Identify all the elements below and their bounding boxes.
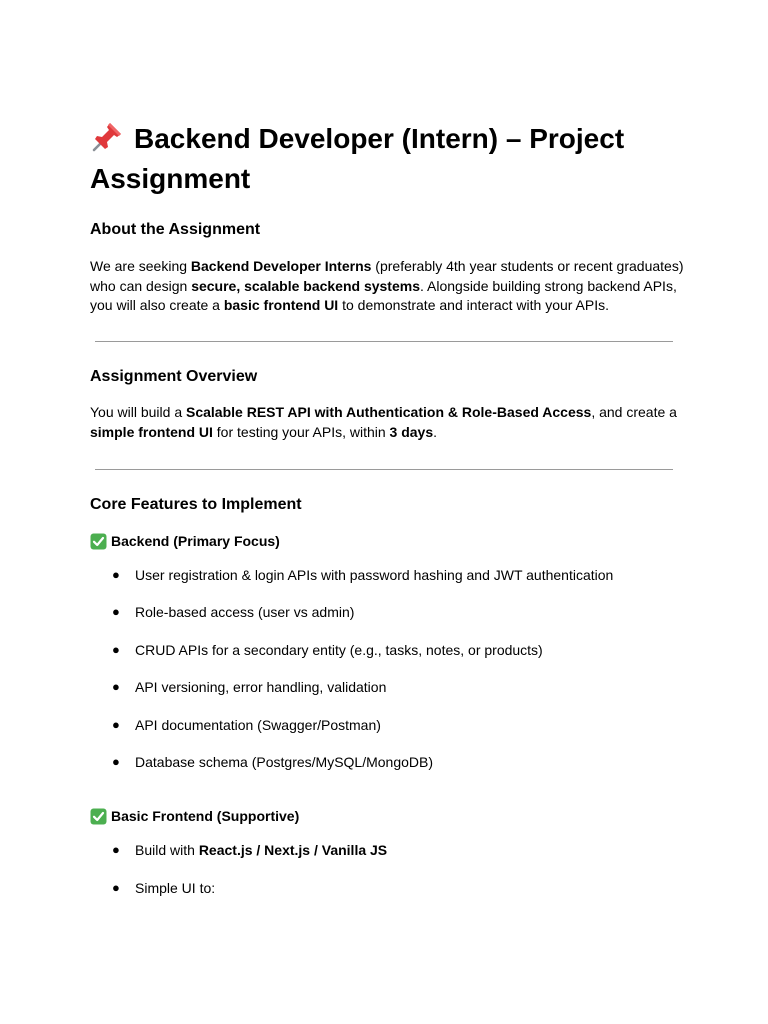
overview-heading: Assignment Overview — [90, 368, 258, 385]
list-item: ● CRUD APIs for a secondary entity (e.g., tasks, notes, or products) — [112, 642, 543, 658]
bullet-icon: ● — [112, 679, 120, 694]
check-mark-button-icon — [90, 533, 107, 550]
page-title-text: Backend Developer (Intern) – Project Assignment — [90, 123, 625, 194]
pushpin-icon — [90, 120, 124, 154]
list-item: ● Database schema (Postgres/MySQL/MongoDB) — [112, 754, 434, 770]
bullet-icon: ● — [112, 604, 120, 619]
list-item: ● User registration & login APIs with password hashing and JWT authentication — [112, 567, 614, 583]
frontend-subheading: Basic Frontend (Supportive) — [90, 807, 299, 825]
list-item: ● Simple UI to: — [112, 880, 216, 896]
divider — [95, 469, 673, 470]
divider — [95, 341, 673, 342]
bullet-icon: ● — [112, 754, 120, 769]
page-title — [90, 119, 690, 199]
list-item: ● Role-based access (user vs admin) — [112, 604, 355, 620]
bullet-icon: ● — [112, 642, 120, 657]
bullet-icon: ● — [112, 842, 120, 857]
bullet-icon: ● — [112, 880, 120, 895]
about-heading: About the Assignment — [90, 221, 261, 238]
core-features-heading: Core Features to Implement — [90, 496, 302, 513]
backend-subheading: Backend (Primary Focus) — [90, 532, 280, 550]
list-item: ● API documentation (Swagger/Postman) — [112, 717, 381, 733]
bullet-icon: ● — [112, 717, 120, 732]
about-paragraph: We are seeking Backend Developer Interns (preferably 4th year students or recent graduates) who can design secure, scalable backend systems. Alongside building strong backend APIs, you will also create a basic frontend UI to demonstrate and interact with your APIs. — [90, 258, 684, 313]
bullet-icon: ● — [112, 567, 120, 582]
overview-paragraph: You will build a Scalable REST API with Authentication & Role-Based Access, and create a simple frontend UI for testing your APIs, within 3 days. — [90, 404, 677, 440]
check-mark-button-icon — [90, 808, 107, 825]
list-item: ● Build with React.js / Next.js / Vanilla JS — [112, 842, 388, 858]
list-item: ● API versioning, error handling, validation — [112, 679, 387, 695]
